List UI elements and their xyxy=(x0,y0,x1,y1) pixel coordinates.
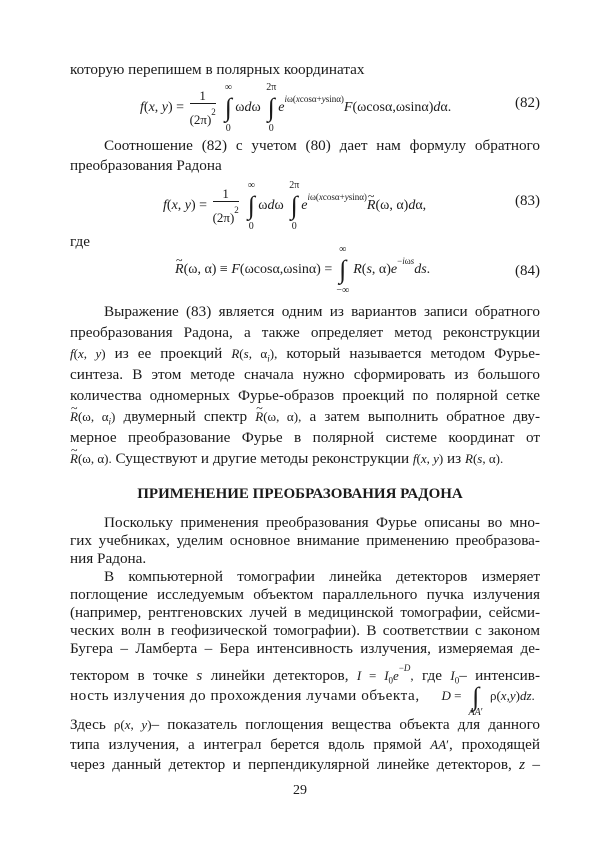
text-line: ~ R(ω, α). Существуют и другие методы реконструкции f(x, y) из R(s, α). xyxy=(70,449,545,469)
text-line: через данный детектор и перпендикулярной линейке детекторов, z – xyxy=(70,756,541,773)
text-line: количества одномерных Фурье-образов проекций по полярной сетке xyxy=(70,387,540,404)
text-line: В компьютерной томографии линейка детекторов измеряет xyxy=(104,568,540,585)
text-line: ческих волн в геофизической томографии). В соответствии с законом xyxy=(70,622,540,639)
equation-number: (84) xyxy=(515,263,540,279)
text-line: мерное преобразование Фурье в полярной системе координат от xyxy=(70,429,540,446)
text-line: ния Радона. xyxy=(70,550,147,567)
equation-83: f(x, y) = $\frac{1}{(2\pi)^2}$ ∞ ∫ 0 ωdω 2π ∫ 0 $e^{i\omega(xcos\alpha+ysin\alpha)}\sim$ R(ω, α)dα, xyxy=(163,186,426,226)
text-line: ~ R(ω, $\alpha_i$) двумерный спектр ~ R(ω, α), а затем выполнить обратное дву- xyxy=(70,407,540,432)
page-number: 29 xyxy=(293,783,307,798)
equation-84: ~ R(ω, α) ≡ F(ωcosα,ωsinα) = ∞ ∫ −∞ R(s, $\alpha)e^{-i\omega s}ds$. xyxy=(175,256,430,284)
text-line: (например, рентгеновских лучей в медицинской томографии, сейсми- xyxy=(70,604,540,621)
text-line: Поскольку применения преобразования Фурье описаны во мно- xyxy=(104,514,540,531)
text-line: синтеза. В этом методе сначала нужно сформировать из большого xyxy=(70,366,540,383)
text-line: преобразования Радона, а также определяет метод реконструкции xyxy=(70,324,540,341)
text-line: где xyxy=(70,233,90,250)
equation-number: (83) xyxy=(515,193,540,209)
text-line: поглощение исследуемым объектом параллельного пучка излучения xyxy=(70,586,540,603)
text-line: f(x, y) из ее проекций R(s, $\alpha_i$), который называется методом Фурье- xyxy=(70,345,541,364)
equation-82: f(x, y) = $\frac{1}{(2\pi)^2}$ ∞ ∫ 0 ωdω 2π ∫ 0 $e^{i\omega(xcos\alpha+ysin\alpha)}F(\omega\cos\alpha,\omega\sin\alpha)d\alpha$. xyxy=(140,82,452,134)
text-line: гих учебниках, уделим основное внимание применению преобразова- xyxy=(70,532,540,549)
text-line: Здесь ρ(x, y)– показатель поглощения вещества объекта для данного xyxy=(70,716,541,733)
text-line: Выражение (83) является одним из вариантов записи обратного xyxy=(104,303,540,320)
text-line: Соотношение (82) с учетом (80) дает нам формулу обратного xyxy=(104,137,540,154)
text-line: которую перепишем в полярных координатах xyxy=(70,61,365,78)
text-line: Бугера – Ламберта – Бера интенсивность излучения, измеряемая де- xyxy=(70,640,540,657)
section-heading: ПРИМЕНЕНИЕ ПРЕОБРАЗОВАНИЯ РАДОНА xyxy=(137,486,463,502)
text-line: тектором в точке s линейки детекторов, $I = I_0e^{-D}$, где $I_0-$ интенсив- xyxy=(70,663,541,686)
equation-number: (82) xyxy=(515,95,540,111)
text-line: преобразования Радона xyxy=(70,157,222,174)
text-line: типа излучения, а интеграл берется вдоль прямой AA′, проходящей xyxy=(70,736,540,753)
text-line: ность излучения до прохождения лучами объекта, D = ∫ AA′ ρ(x,y)dz. xyxy=(70,682,535,718)
